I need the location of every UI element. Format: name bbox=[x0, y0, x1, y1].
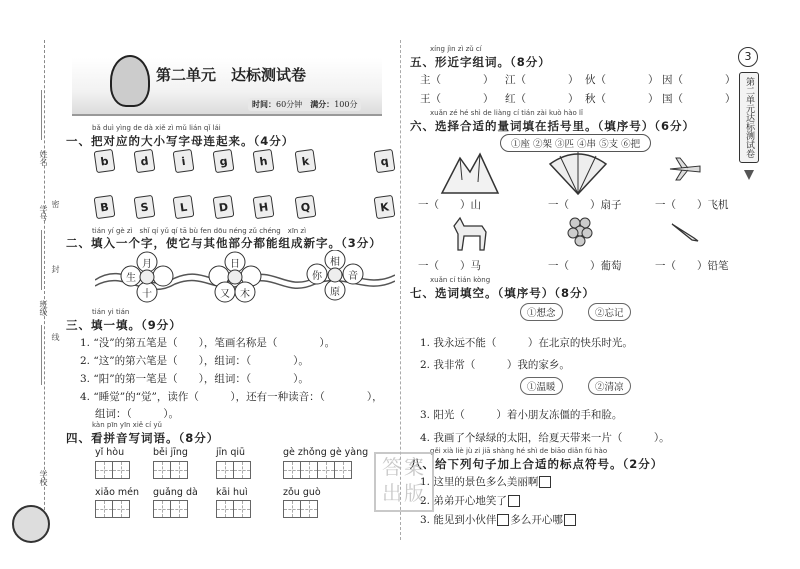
q6-pinyin: xuǎn zé hé shì de liàng cí tián zài kuò hào lǐ bbox=[430, 109, 583, 117]
mascot-icon bbox=[12, 505, 50, 543]
lower-letter-d: d bbox=[134, 149, 156, 173]
time-info: 时间：60分钟 满分：100分 bbox=[248, 98, 361, 111]
q5-pinyin: xíng jìn zì zǔ cí bbox=[430, 45, 482, 53]
f1-top: 月 bbox=[142, 259, 152, 270]
q6-item-4: 一（ ）马 bbox=[418, 260, 481, 272]
pencil-icon bbox=[670, 222, 700, 242]
q4-pinyin-item: jīn qiū bbox=[216, 447, 246, 458]
writing-grid[interactable] bbox=[153, 500, 187, 518]
page-title: 第二单元 达标测试卷 bbox=[156, 66, 307, 84]
grapes-icon bbox=[567, 215, 593, 249]
writing-grid[interactable] bbox=[216, 461, 250, 479]
upper-letter-D: D bbox=[213, 195, 235, 219]
fan-icon bbox=[548, 150, 608, 196]
q5-char: 伙（ ） bbox=[585, 74, 659, 86]
punct-box[interactable] bbox=[497, 514, 509, 526]
q4-pinyin-item: yǐ hòu bbox=[95, 447, 125, 458]
writing-grid[interactable] bbox=[283, 461, 351, 479]
page-number: 3 bbox=[738, 47, 758, 67]
lower-letter-b: b bbox=[94, 149, 116, 173]
q5-char: 秋（ ） bbox=[585, 93, 659, 105]
binding-margin bbox=[0, 0, 60, 569]
q3-item-4: 4. “睡觉”的“觉”，读作（ ），还有一种读音：（ ）， bbox=[80, 391, 383, 403]
q5-title: 五、形近字组词。（8分） bbox=[410, 55, 551, 69]
f3-left: 你 bbox=[312, 271, 322, 282]
q5-char: 国（ ） bbox=[662, 93, 736, 105]
f3-right: 音 bbox=[348, 271, 358, 282]
airplane-icon bbox=[668, 156, 702, 182]
punct-box[interactable] bbox=[539, 476, 551, 488]
q2-pinyin: tián yí gè zì shǐ qí yǔ qí tā bù fen dōu néng zǔ chéng xīn zì bbox=[92, 227, 307, 235]
q6-item-2: 一（ ）扇子 bbox=[548, 199, 622, 211]
q5-char: 红（ ） bbox=[505, 93, 579, 105]
q7-s1: 1. 我永远不能（ ）在北京的快乐时光。 bbox=[420, 337, 633, 349]
q7-title: 七、选词填空。（填序号）（8分） bbox=[410, 286, 595, 300]
mascot-icon bbox=[110, 55, 150, 107]
f2-top: 日 bbox=[230, 259, 240, 270]
pencil-icon bbox=[744, 170, 754, 180]
q7-s2: 2. 我非常（ ）我的家乡。 bbox=[420, 359, 570, 371]
q6-options: ①座 ②架 ③匹 ④串 ⑤支 ⑥把 bbox=[500, 134, 651, 152]
binding-name-label: 姓名 bbox=[39, 150, 48, 166]
q4-pinyin-item: běi jīng bbox=[153, 447, 188, 458]
q4-pinyin: kàn pīn yīn xiě cí yǔ bbox=[92, 421, 162, 429]
q3-item-3: 3. “阳”的第一笔是（ ），组词：（ ）。 bbox=[80, 373, 309, 385]
lower-letter-q: q bbox=[374, 149, 396, 173]
upper-letter-H: H bbox=[253, 195, 275, 219]
f2-br: 木 bbox=[240, 289, 250, 300]
q4-pinyin-item: kāi huì bbox=[216, 487, 248, 498]
q3-item-2: 2. “这”的第六笔是（ ），组词：（ ）。 bbox=[80, 355, 309, 367]
binding-line-label: 线 bbox=[51, 333, 60, 341]
q6-title: 六、选择合适的量词填在括号里。（填序号）（6分） bbox=[410, 119, 695, 133]
f1-bottom: 十 bbox=[142, 289, 152, 300]
upper-letter-B: B bbox=[94, 195, 116, 219]
q8-s3: 3. 能见到小伙伴 多么开心哪 bbox=[420, 512, 577, 527]
f2-bl: 又 bbox=[220, 289, 230, 300]
q8-s2: 2. 弟弟开心地笑了 bbox=[420, 493, 521, 508]
upper-letter-L: L bbox=[173, 195, 195, 219]
writing-grid[interactable] bbox=[153, 461, 187, 479]
q4-pinyin-item: gè zhǒng gè yàng bbox=[283, 447, 369, 458]
q8-title: 八、给下列句子加上合适的标点符号。（2分） bbox=[410, 457, 664, 471]
q8-pinyin: gěi xià liè jù zi jiā shàng hé shì de biāo diǎn fú hào bbox=[430, 447, 608, 455]
horse-icon bbox=[446, 212, 492, 254]
q6-item-3: 一（ ）飞机 bbox=[655, 199, 729, 211]
q4-pinyin-item: guǎng dà bbox=[153, 487, 198, 498]
q6-item-5: 一（ ）葡萄 bbox=[548, 260, 622, 272]
mountain-icon bbox=[440, 150, 500, 195]
q3-item-4b: 组词：（ ）。 bbox=[95, 408, 179, 420]
q4-pinyin-item: xiǎo mén bbox=[95, 487, 140, 498]
lower-letter-g: g bbox=[213, 149, 235, 173]
q4-title: 四、看拼音写词语。（8分） bbox=[66, 431, 220, 445]
q5-char: 王（ ） bbox=[420, 93, 494, 105]
q7-pinyin: xuǎn cí tián kòng bbox=[430, 276, 491, 284]
q5-char: 因（ ） bbox=[662, 74, 736, 86]
q5-char: 江（ ） bbox=[505, 74, 579, 86]
lower-letter-k: k bbox=[295, 149, 317, 173]
q3-item-1: 1. “没”的第五笔是（ ），笔画名称是（ ）。 bbox=[80, 337, 336, 349]
q4-pinyin-item: zǒu guò bbox=[283, 487, 321, 498]
q8-s1: 1. 这里的景色多么美丽啊 bbox=[420, 474, 552, 489]
q7-s3: 3. 阳光（ ）着小朋友冻僵的手和脸。 bbox=[420, 409, 623, 421]
q6-item-1: 一（ ）山 bbox=[418, 199, 481, 211]
writing-grid[interactable] bbox=[95, 461, 129, 479]
q7-opt-2: ②忘记 bbox=[588, 303, 631, 321]
lower-letter-i: i bbox=[173, 149, 195, 173]
writing-grid[interactable] bbox=[283, 500, 317, 518]
q7-opt-4: ②清凉 bbox=[588, 377, 631, 395]
binding-class-label: 班级 bbox=[39, 300, 48, 316]
upper-letter-K: K bbox=[374, 195, 396, 219]
punct-box[interactable] bbox=[508, 495, 520, 507]
q7-opt-1: ①想念 bbox=[520, 303, 563, 321]
binding-school-label: 学校 bbox=[39, 470, 48, 486]
q1-pinyin: bǎ duì yìng de dà xiě zì mǔ lián qǐ lái bbox=[92, 124, 221, 132]
punct-box[interactable] bbox=[564, 514, 576, 526]
watermark-stamp: 答案出版 bbox=[374, 452, 434, 512]
q2-title: 二、填入一个字，使它与其他部分都能组成新字。（3分） bbox=[66, 236, 382, 250]
f3-bottom: 原 bbox=[330, 287, 340, 298]
q7-opt-3: ①温暖 bbox=[520, 377, 563, 395]
q3-pinyin: tián yi tián bbox=[92, 308, 130, 316]
q6-item-6: 一（ ）铅笔 bbox=[655, 260, 729, 272]
q1-title: 一、把对应的大小写字母连起来。（4分） bbox=[66, 134, 295, 148]
q5-char: 主（ ） bbox=[420, 74, 494, 86]
upper-letter-Q: Q bbox=[295, 195, 317, 219]
binding-seal2-label: 封 bbox=[51, 265, 60, 273]
binding-id-label: 学号 bbox=[39, 205, 48, 221]
q3-title: 三、填一填。（9分） bbox=[66, 318, 182, 332]
binding-seal-label: 密 bbox=[51, 200, 60, 208]
writing-grid[interactable] bbox=[216, 500, 250, 518]
q7-s4: 4. 我画了个绿绿的太阳，给夏天带来一片（ ）。 bbox=[420, 432, 670, 444]
side-tab: 第二单元达标测试卷 bbox=[739, 72, 759, 163]
upper-letter-S: S bbox=[134, 195, 156, 219]
writing-grid[interactable] bbox=[95, 500, 129, 518]
f1-left: 生 bbox=[126, 273, 136, 284]
f3-top: 相 bbox=[330, 257, 340, 268]
lower-letter-h: h bbox=[253, 149, 275, 173]
